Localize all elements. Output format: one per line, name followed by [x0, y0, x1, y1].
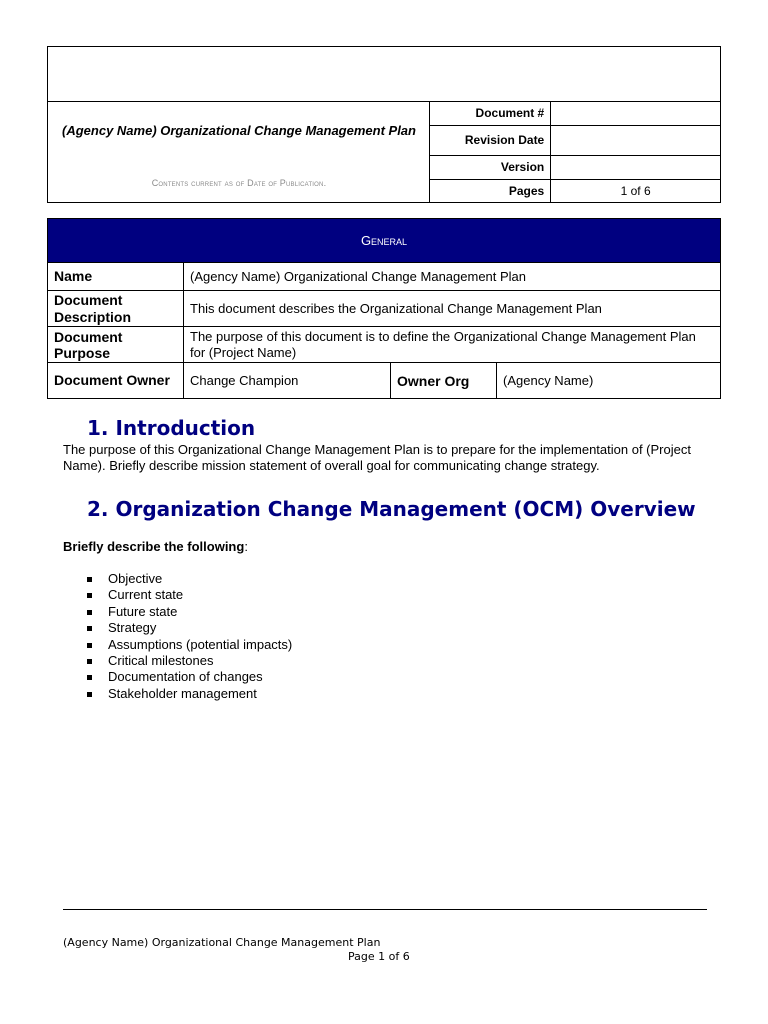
list-item-text: Stakeholder management — [108, 685, 257, 701]
footer-page-number: Page 1 of 6 — [348, 950, 410, 963]
brief-describe-label: Briefly describe the following — [63, 539, 245, 554]
bullet-square-icon — [87, 626, 92, 631]
general-heading: General — [48, 219, 721, 263]
list-item-text: Objective — [108, 571, 163, 586]
list-item-text: Strategy — [108, 620, 157, 636]
list-item — [63, 587, 292, 603]
owner-label: Document Owner — [48, 363, 184, 399]
description-value: This document describes the Organizational Change Management Plan — [184, 291, 721, 327]
list-item — [63, 669, 292, 685]
list-item-text: Documentation of changes — [108, 669, 263, 685]
list-item — [63, 653, 292, 669]
owner-value: Change Champion — [184, 363, 391, 399]
meta-value-pages: 1 of 6 — [551, 179, 720, 202]
description-label: Document Description — [48, 291, 184, 327]
owner-org-value: (Agency Name) — [497, 363, 721, 399]
bullet-square-icon — [87, 675, 92, 680]
brief-describe-colon: : — [244, 539, 248, 554]
list-item — [63, 620, 292, 636]
bullet-square-icon — [87, 659, 92, 664]
document-title: (Agency Name) Organizational Change Management Plan — [62, 123, 416, 138]
ocm-overview-heading: 2. Organization Change Management (OCM) Overview — [87, 497, 696, 521]
list-item-text: Current state — [108, 587, 184, 603]
list-item — [63, 686, 292, 702]
meta-label-revision-date: Revision Date — [429, 125, 551, 155]
document-header — [47, 46, 721, 203]
brief-describe-line — [63, 539, 248, 554]
footer-title: (Agency Name) Organizational Change Management Plan — [63, 936, 381, 949]
purpose-label: Document Purpose — [48, 327, 184, 363]
meta-value-revision-date — [551, 125, 720, 155]
list-item-text: Assumptions (potential impacts) — [108, 636, 293, 652]
name-value: (Agency Name) Organizational Change Management Plan — [184, 263, 721, 291]
owner-org-label: Owner Org — [391, 363, 497, 399]
list-item-text: Future state — [108, 603, 178, 619]
bullet-square-icon — [87, 610, 92, 615]
general-info-table — [47, 218, 721, 399]
meta-label-version: Version — [429, 155, 551, 179]
document-meta-table — [429, 101, 720, 202]
bullet-square-icon — [87, 577, 92, 582]
list-item — [63, 571, 292, 587]
footer-rule — [63, 909, 707, 910]
bullet-square-icon — [87, 643, 92, 648]
bullet-square-icon — [87, 593, 92, 598]
name-label: Name — [48, 263, 184, 291]
list-item-text: Critical milestones — [108, 652, 214, 668]
introduction-heading: 1. Introduction — [87, 416, 256, 440]
ocm-bullet-list — [63, 571, 292, 702]
introduction-text: The purpose of this Organizational Change Management Plan is to prepare for the implementation of (Project Name). Briefly describe mission statement of overall goal for communicating change strategy. — [63, 442, 691, 473]
meta-label-pages: Pages — [429, 179, 551, 202]
purpose-value: The purpose of this document is to define the Organizational Change Management Plan for (Project Name) — [184, 327, 721, 363]
meta-label-document-number: Document # — [429, 101, 551, 125]
list-item — [63, 604, 292, 620]
document-subtitle: Contents current as of Date of Publication. — [151, 178, 327, 188]
meta-value-document-number — [551, 101, 720, 125]
meta-value-version — [551, 155, 720, 179]
list-item — [63, 637, 292, 653]
bullet-square-icon — [87, 692, 92, 697]
